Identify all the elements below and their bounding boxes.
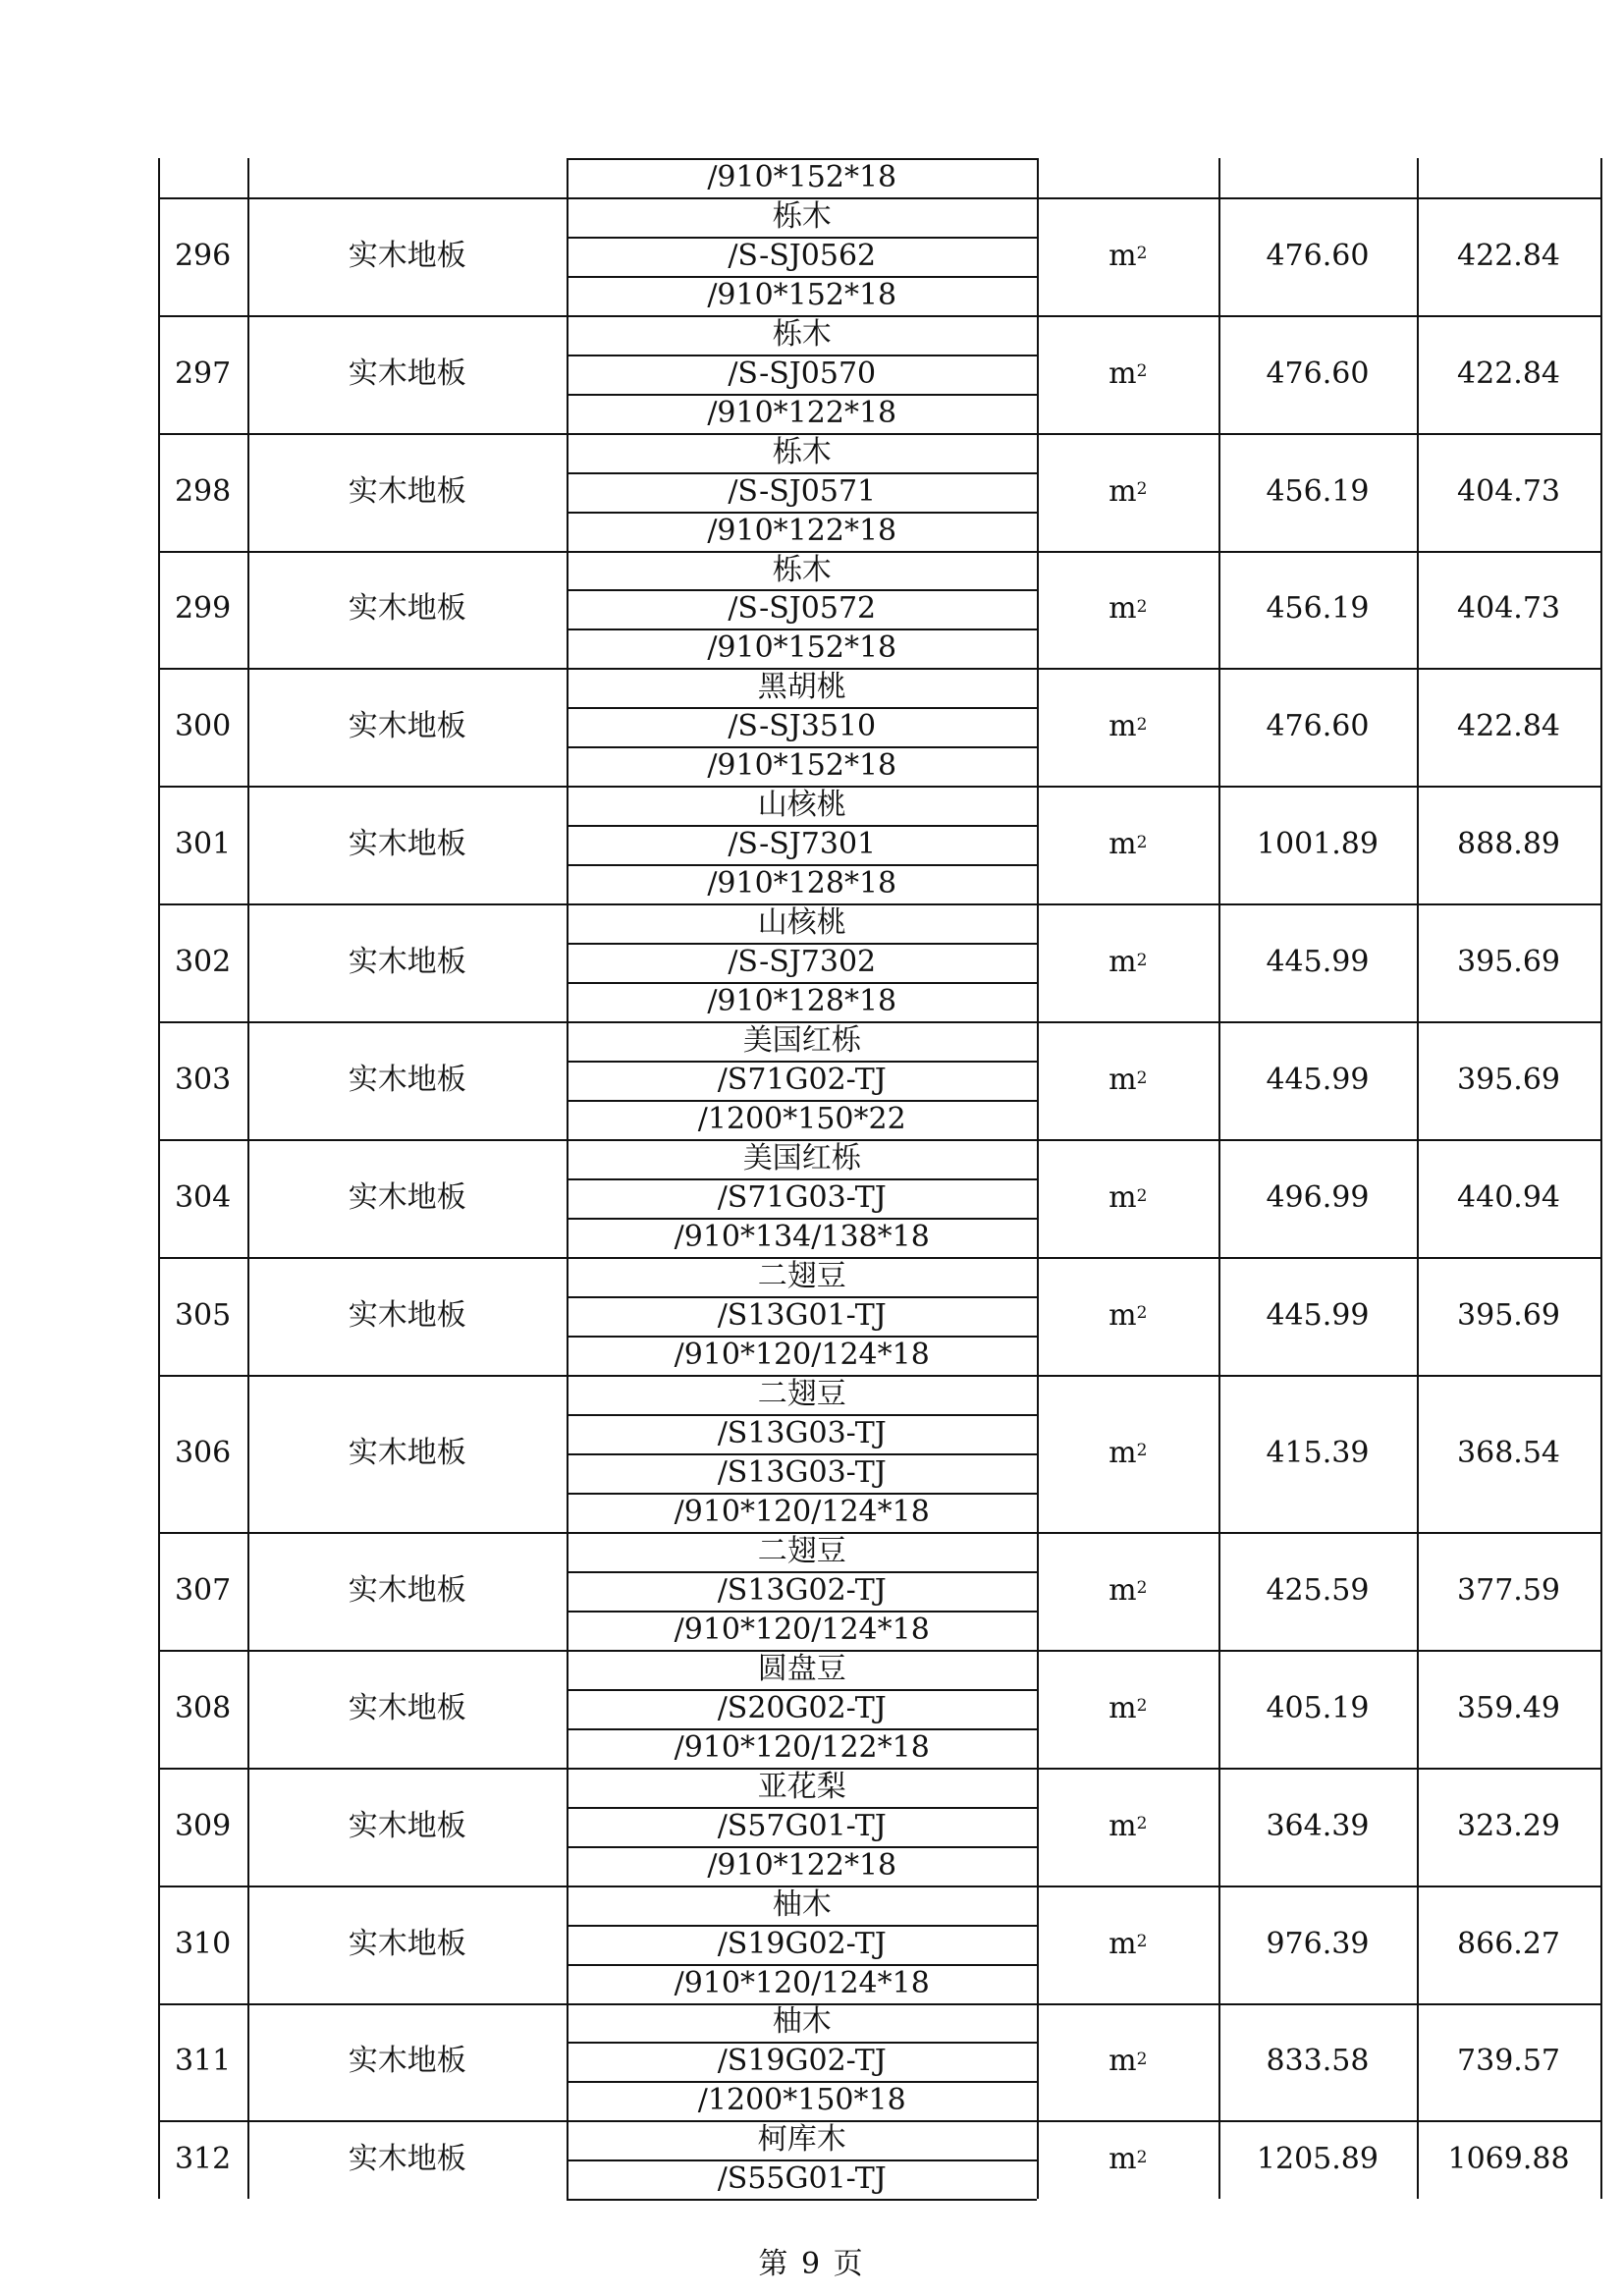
- unit: m $^2$: [1109, 2044, 1148, 2079]
- product-name: 实木地板: [348, 1180, 466, 1216]
- product-name: 实木地板: [348, 827, 466, 862]
- unit: m $^2$: [1109, 1926, 1148, 1961]
- price-excl-tax: 456.19: [1266, 591, 1370, 627]
- spec-line: /S-SJ0572: [728, 591, 877, 627]
- unit: m $^2$: [1109, 1690, 1148, 1725]
- spec-line: /S-SJ3510: [728, 709, 877, 744]
- unit: m $^2$: [1109, 945, 1148, 980]
- product-name: 实木地板: [348, 1926, 466, 1961]
- spec-line: 二翅豆: [757, 1376, 846, 1411]
- spec-line: /S13G02-TJ: [717, 1572, 887, 1608]
- spec-line: 美国红栎: [742, 1141, 861, 1176]
- spec-line: /S57G01-TJ: [717, 1808, 887, 1843]
- spec-line: /1200*150*18: [697, 2083, 906, 2118]
- row-number: 305: [174, 1297, 232, 1333]
- spec-line: /910*120/124*18: [674, 1494, 930, 1529]
- product-name: 实木地板: [348, 591, 466, 627]
- price-incl-tax: 440.94: [1457, 1180, 1561, 1216]
- spec-line: 美国红栎: [742, 1023, 861, 1059]
- price-incl-tax: 404.73: [1457, 473, 1561, 509]
- price-incl-tax: 395.69: [1457, 945, 1561, 980]
- spec-line: /S13G03-TJ: [717, 1454, 887, 1490]
- spec-line: 栎木: [772, 316, 832, 352]
- row-number: 310: [174, 1926, 232, 1961]
- price-incl-tax: 739.57: [1457, 2044, 1561, 2079]
- price-incl-tax: 395.69: [1457, 1063, 1561, 1098]
- spec-line: /910*152*18: [707, 630, 897, 666]
- product-name: 实木地板: [348, 1690, 466, 1725]
- price-excl-tax: 476.60: [1266, 238, 1370, 273]
- spec-line: /910*152*18: [707, 748, 897, 784]
- price-excl-tax: 456.19: [1266, 473, 1370, 509]
- spec-line: 栎木: [772, 198, 832, 234]
- product-name: 实木地板: [348, 1572, 466, 1608]
- price-incl-tax: 422.84: [1457, 355, 1561, 391]
- price-incl-tax: 422.84: [1457, 709, 1561, 744]
- unit: m $^2$: [1109, 591, 1148, 627]
- product-name: 实木地板: [348, 709, 466, 744]
- row-number: 299: [174, 591, 232, 627]
- price-excl-tax: 1001.89: [1256, 827, 1379, 862]
- spec-line: 黑胡桃: [757, 670, 846, 705]
- spec-line: 圆盘豆: [757, 1651, 846, 1686]
- spec-line: /S19G02-TJ: [717, 1926, 887, 1961]
- spec-line: 柚木: [772, 1886, 832, 1922]
- row-number: 300: [174, 709, 232, 744]
- unit: m $^2$: [1109, 1435, 1148, 1470]
- spec-line: /910*134/138*18: [674, 1220, 930, 1255]
- row-number: 304: [174, 1180, 232, 1216]
- row-number: 297: [174, 355, 232, 391]
- product-name: 实木地板: [348, 1063, 466, 1098]
- row-number: 302: [174, 945, 232, 980]
- page-number: 第 9 页: [758, 2247, 865, 2281]
- price-excl-tax: 445.99: [1266, 1297, 1370, 1333]
- price-incl-tax: 395.69: [1457, 1297, 1561, 1333]
- spec-line: /S55G01-TJ: [717, 2161, 887, 2197]
- spec-line: /910*122*18: [707, 513, 897, 548]
- product-name: 实木地板: [348, 1435, 466, 1470]
- price-incl-tax: 404.73: [1457, 591, 1561, 627]
- unit: m $^2$: [1109, 355, 1148, 391]
- unit: m $^2$: [1109, 473, 1148, 509]
- price-incl-tax: 866.27: [1457, 1926, 1561, 1961]
- price-excl-tax: 425.59: [1266, 1572, 1370, 1608]
- spec-line: /S71G02-TJ: [717, 1063, 887, 1098]
- spec-line-continued: /910*152*18: [707, 159, 897, 194]
- unit: m $^2$: [1109, 709, 1148, 744]
- unit: m $^2$: [1109, 827, 1148, 862]
- spec-line: /S13G03-TJ: [717, 1415, 887, 1450]
- price-excl-tax: 415.39: [1266, 1435, 1370, 1470]
- price-excl-tax: 1205.89: [1256, 2142, 1379, 2177]
- price-incl-tax: 323.29: [1457, 1808, 1561, 1843]
- column-divider: [1600, 158, 1602, 2199]
- spec-line: /910*128*18: [707, 984, 897, 1019]
- spec-line: 山核桃: [757, 905, 846, 941]
- unit: m $^2$: [1109, 1572, 1148, 1608]
- spec-line: 二翅豆: [757, 1259, 846, 1293]
- unit: m $^2$: [1109, 1297, 1148, 1333]
- product-name: 实木地板: [348, 1297, 466, 1333]
- row-number: 301: [174, 827, 232, 862]
- spec-line: 栎木: [772, 552, 832, 587]
- price-incl-tax: 368.54: [1457, 1435, 1561, 1470]
- unit: m $^2$: [1109, 1808, 1148, 1843]
- unit: m $^2$: [1109, 2142, 1148, 2177]
- spec-line: 柯库木: [757, 2122, 846, 2158]
- spec-line: /S-SJ7301: [728, 827, 877, 862]
- price-incl-tax: 1069.88: [1447, 2142, 1570, 2177]
- product-name: 实木地板: [348, 2142, 466, 2177]
- price-excl-tax: 405.19: [1266, 1690, 1370, 1725]
- product-name: 实木地板: [348, 2044, 466, 2079]
- price-excl-tax: 976.39: [1266, 1926, 1370, 1961]
- spec-line: /910*120/124*18: [674, 1337, 930, 1372]
- spec-line: /S-SJ0570: [728, 355, 877, 391]
- spec-line: /910*122*18: [707, 395, 897, 430]
- unit: m $^2$: [1109, 1063, 1148, 1098]
- unit: m $^2$: [1109, 238, 1148, 273]
- price-excl-tax: 833.58: [1266, 2044, 1370, 2079]
- price-excl-tax: 476.60: [1266, 709, 1370, 744]
- spec-line: /910*120/124*18: [674, 1965, 930, 2000]
- spec-line: 亚花梨: [757, 1769, 846, 1804]
- price-excl-tax: 364.39: [1266, 1808, 1370, 1843]
- price-incl-tax: 359.49: [1457, 1690, 1561, 1725]
- spec-line: /S20G02-TJ: [717, 1690, 887, 1725]
- row-number: 307: [174, 1572, 232, 1608]
- spec-line: /910*120/122*18: [674, 1729, 930, 1765]
- spec-line: 二翅豆: [757, 1533, 846, 1568]
- spec-line: /910*120/124*18: [674, 1612, 930, 1647]
- row-number: 306: [174, 1435, 232, 1470]
- spec-line: /S-SJ0562: [728, 238, 877, 273]
- spec-line: /S-SJ7302: [728, 945, 877, 980]
- row-number: 303: [174, 1063, 232, 1098]
- row-number: 308: [174, 1690, 232, 1725]
- spec-line: 栎木: [772, 434, 832, 469]
- spec-line: /910*122*18: [707, 1847, 897, 1883]
- price-excl-tax: 496.99: [1266, 1180, 1370, 1216]
- spec-line: /1200*150*22: [697, 1102, 906, 1137]
- product-name: 实木地板: [348, 355, 466, 391]
- product-name: 实木地板: [348, 1808, 466, 1843]
- price-incl-tax: 422.84: [1457, 238, 1561, 273]
- product-name: 实木地板: [348, 238, 466, 273]
- unit: m $^2$: [1109, 1180, 1148, 1216]
- product-name: 实木地板: [348, 945, 466, 980]
- spec-line: /S71G03-TJ: [717, 1180, 887, 1216]
- spec-line: /S13G01-TJ: [717, 1297, 887, 1333]
- price-excl-tax: 476.60: [1266, 355, 1370, 391]
- spec-line: 柚木: [772, 2004, 832, 2040]
- row-number: 311: [174, 2044, 232, 2079]
- spec-line: /910*152*18: [707, 277, 897, 312]
- spec-cell-bottom-border: [567, 2199, 1037, 2201]
- row-number: 312: [174, 2142, 232, 2177]
- price-excl-tax: 445.99: [1266, 1063, 1370, 1098]
- row-number: 309: [174, 1808, 232, 1843]
- price-excl-tax: 445.99: [1266, 945, 1370, 980]
- spec-line: /S-SJ0571: [728, 473, 877, 509]
- spec-line: 山核桃: [757, 788, 846, 823]
- price-incl-tax: 377.59: [1457, 1572, 1561, 1608]
- price-incl-tax: 888.89: [1457, 827, 1561, 862]
- spec-line: /S19G02-TJ: [717, 2044, 887, 2079]
- row-number: 296: [174, 238, 232, 273]
- row-number: 298: [174, 473, 232, 509]
- product-name: 实木地板: [348, 473, 466, 509]
- spec-line: /910*128*18: [707, 866, 897, 902]
